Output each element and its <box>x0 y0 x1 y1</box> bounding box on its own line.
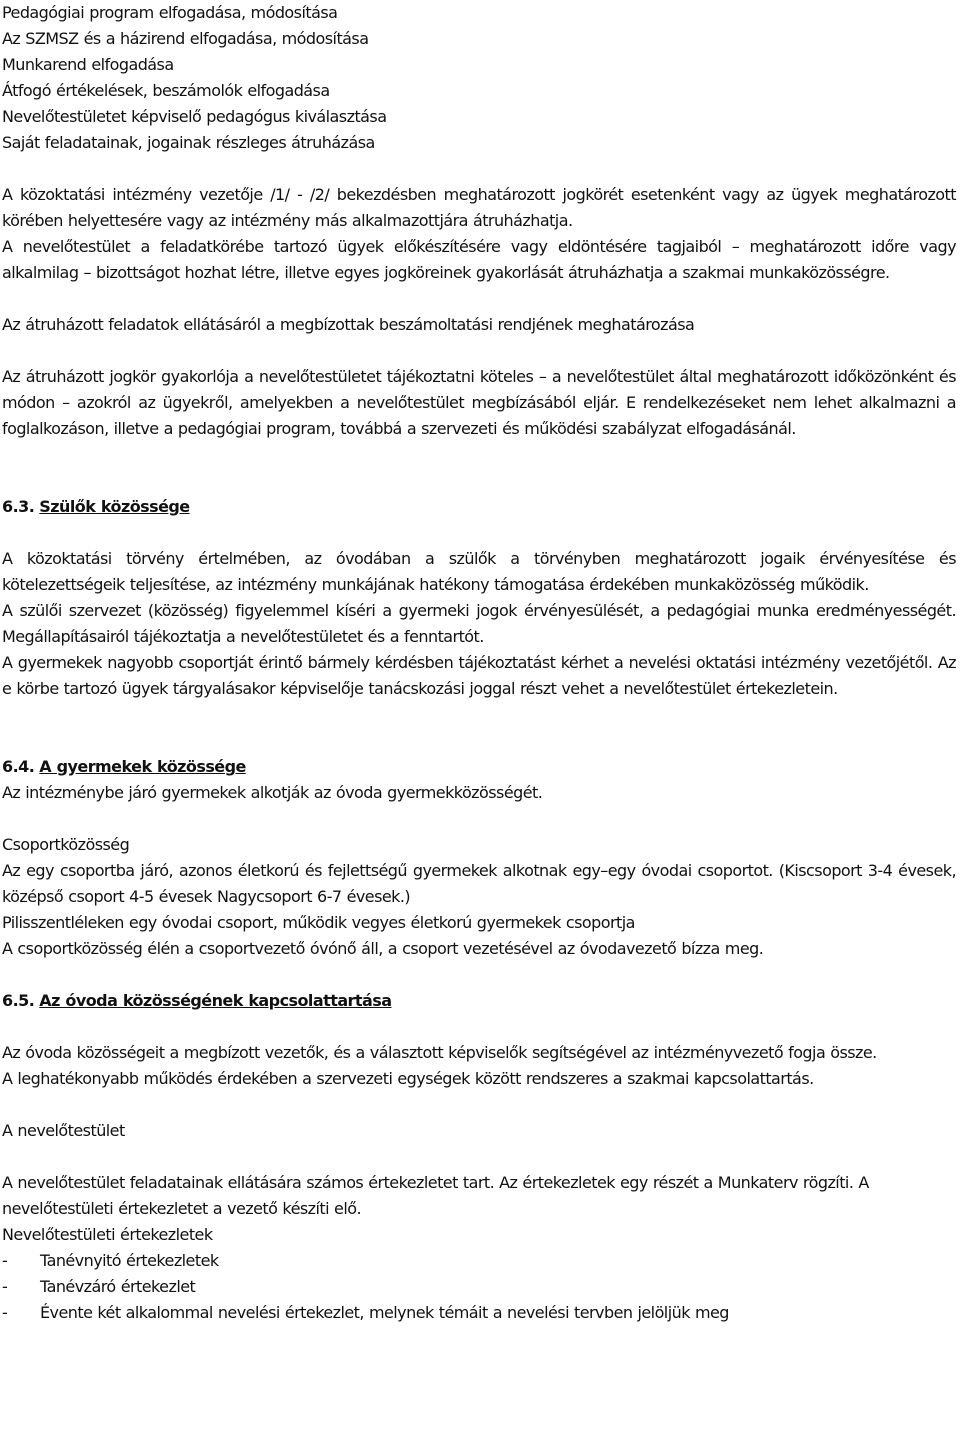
list-item: Nevelőtestületet képviselő pedagógus kiválasztása <box>2 107 387 126</box>
paragraph: A nevelőtestület feladatainak ellátására számos értekezletet tart. Az értekezletek egy részét a Munkaterv rögzíti. A nevelőtestületi értekezletet a vezető készíti elő. <box>2 1173 869 1218</box>
spacer <box>2 1092 956 1118</box>
spacer <box>2 442 956 494</box>
section-heading <box>2 988 956 1014</box>
paragraph: Az intézménybe járó gyermekek alkotják az óvoda gyermekközösségét. <box>2 783 543 802</box>
list-item: Az SZMSZ és a házirend elfogadása, módosítása <box>2 29 369 48</box>
spacer <box>2 1014 956 1040</box>
section-title: A gyermekek közössége <box>39 757 246 776</box>
subsection-title: Csoportközösség <box>2 835 130 854</box>
paragraph: A közoktatási törvény értelmében, az óvodában a szülők a törvényben meghatározott jogaik érvényesítése és kötelezettségeik teljesítése, az intézmény munkájának hatékony támogatása érdekében munkaközösség működik. <box>2 549 956 594</box>
list-item-label: Évente két alkalommal nevelési értekezlet, melynek témáit a nevelési tervben jelöljük meg <box>40 1303 729 1322</box>
paragraph: A közoktatási intézmény vezetője /1/ - /2/ bekezdésben meghatározott jogkörét esetenként vagy az ügyek meghatározott körében helyettesére vagy az intézmény más alkalmazottjára átruházhatja. <box>2 185 956 230</box>
paragraph: Pilisszentléleken egy óvodai csoport, működik vegyes életkorú gyermekek csoportja <box>2 913 635 932</box>
spacer <box>2 338 956 364</box>
paragraph: A leghatékonyabb működés érdekében a szervezeti egységek között rendszeres a szakmai kapcsolattartás. <box>2 1069 814 1088</box>
spacer <box>2 520 956 546</box>
section-heading <box>2 494 956 520</box>
section-number: 6.3. <box>2 497 35 516</box>
paragraph: Az átruházott feladatok ellátásáról a megbízottak beszámoltatási rendjének meghatározása <box>2 315 695 334</box>
section-title: Szülők közössége <box>39 497 190 516</box>
list-item: Saját feladatainak, jogainak részleges átruházása <box>2 133 375 152</box>
dash-bullet: - <box>2 1251 8 1270</box>
section-heading <box>2 754 956 780</box>
list-item <box>2 1274 956 1300</box>
list-item: Munkarend elfogadása <box>2 55 174 74</box>
section-number: 6.4. <box>2 757 35 776</box>
spacer <box>2 806 956 832</box>
paragraph: A gyermekek nagyobb csoportját érintő bármely kérdésben tájékoztatást kérhet a nevelési oktatási intézmény vezetőjétől. Az e körbe tartozó ügyek tárgyalásakor képviselője tanácskozási joggal részt vehet a nevelőtestület értekezletein. <box>2 653 956 698</box>
paragraph: Az átruházott jogkör gyakorlója a nevelőtestületet tájékoztatni köteles – a nevelőtestület által meghatározott időközönként és módon – azokról az ügyekről, amelyekben a nevelőtestület megbízásából eljár. E rendelkezéseket nem lehet alkalmazni a foglalkozáson, illetve a pedagógiai program, továbbá a szervezeti és működési szabályzat elfogadásánál. <box>2 367 956 438</box>
list-item-label: Tanévzáró értekezlet <box>40 1277 196 1296</box>
list-title: Nevelőtestületi értekezletek <box>2 1225 213 1244</box>
dash-bullet: - <box>2 1303 8 1322</box>
list-item: Átfogó értékelések, beszámolók elfogadása <box>2 81 330 100</box>
dash-bullet: - <box>2 1277 8 1296</box>
list-item <box>2 1248 956 1274</box>
paragraph: Az óvoda közösségeit a megbízott vezetők, és a választott képviselők segítségével az intézményvezető fogja össze. <box>2 1043 877 1062</box>
spacer <box>2 286 956 312</box>
spacer <box>2 962 956 988</box>
subsection-title: A nevelőtestület <box>2 1121 125 1140</box>
decision-list <box>2 0 956 156</box>
paragraph: A szülői szervezet (közösség) figyelemmel kíséri a gyermeki jogok érvényesülését, a pedagógiai munka eredményességét. Megállapításairól tájékoztatja a nevelőtestületet és a fenntartót. <box>2 601 956 646</box>
paragraph: A csoportközösség élén a csoportvezető óvónő áll, a csoport vezetésével az óvodavezető bízza meg. <box>2 939 764 958</box>
list-item: Pedagógiai program elfogadása, módosítása <box>2 3 338 22</box>
spacer <box>2 1144 956 1170</box>
paragraph: A nevelőtestület a feladatkörébe tartozó ügyek előkészítésére vagy eldöntésére tagjaiból – meghatározott időre vagy alkalmilag – bizottságot hozhat létre, illetve egyes jogköreinek gyakorlását átruházhatja a szakmai munkaközösségre. <box>2 237 956 282</box>
paragraph: Az egy csoportba járó, azonos életkorú és fejlettségű gyermekek alkotnak egy–egy óvodai csoportot. (Kiscsoport 3-4 évesek, középső csoport 4-5 évesek Nagycsoport 6-7 évesek.) <box>2 861 956 906</box>
spacer <box>2 702 956 754</box>
list-item-label: Tanévnyitó értekezletek <box>40 1251 219 1270</box>
spacer <box>2 156 956 182</box>
section-title: Az óvoda közösségének kapcsolattartása <box>39 991 392 1010</box>
section-number: 6.5. <box>2 991 35 1010</box>
list-item <box>2 1300 956 1326</box>
meeting-list <box>2 1248 956 1326</box>
